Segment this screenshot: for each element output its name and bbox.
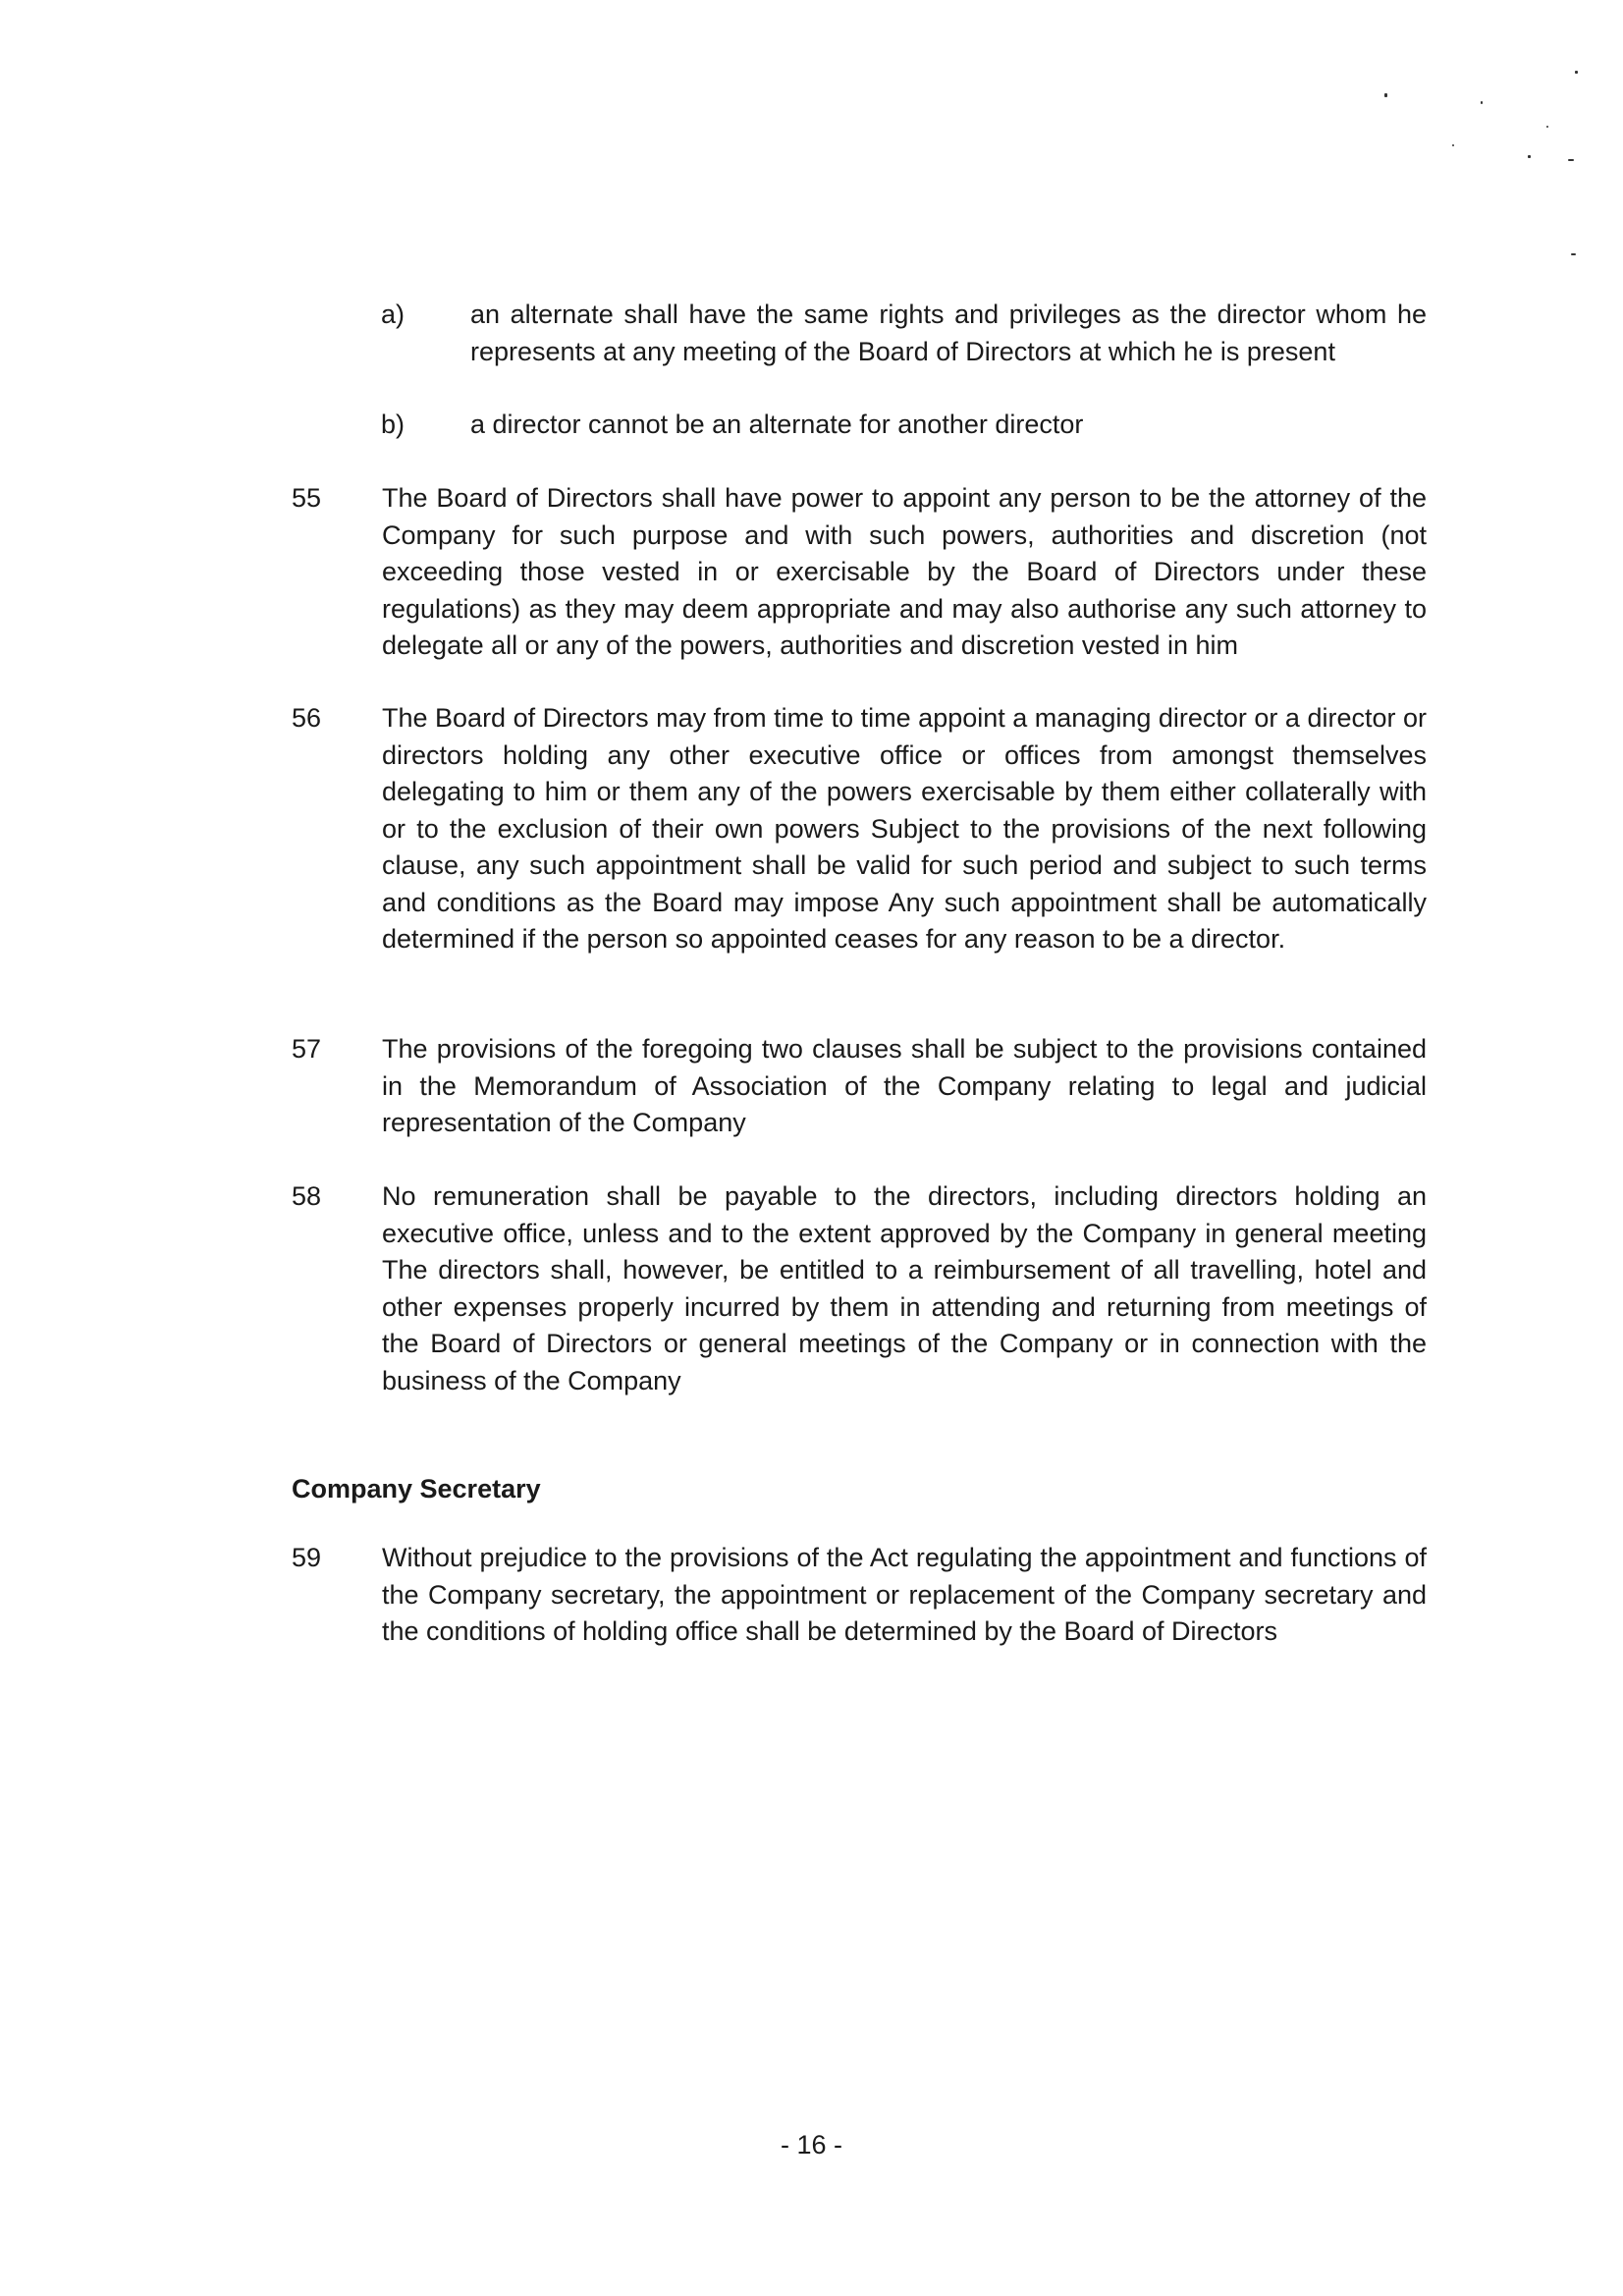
sub-item-label-b: b) <box>381 410 406 439</box>
section-heading: Company Secretary <box>292 1474 541 1503</box>
clause-number-58: 58 <box>292 1181 322 1211</box>
scan-mark <box>1384 93 1387 97</box>
sub-item-text-a: an alternate shall have the same rights and privileges as the director whom he represents at any meeting of the Board of Directors at which he is present <box>470 300 1427 366</box>
clause-text-56: The Board of Directors may from time to time appoint a managing director or a director or directors holding any other executive office or offices from amongst themselves delegating to him or them any of the powers exercisable by them either collaterally with or to the exclusion of their own powers Subject to the provisions of the next following clause, any such appointment shall be valid for such period and subject to such terms and conditions as the Board may impose Any such appointment shall be automatically determined if the person so appointed ceases for any reason to be a director. <box>382 703 1427 954</box>
scan-mark <box>1528 155 1531 158</box>
sub-item-label-a: a) <box>381 300 406 329</box>
clause-number-57: 57 <box>292 1034 322 1064</box>
scan-mark <box>1571 253 1576 255</box>
clause-number-59: 59 <box>292 1543 322 1572</box>
sub-item-text-b: a director cannot be an alternate for another director <box>470 410 1084 439</box>
scan-mark <box>1481 101 1483 104</box>
clause-text-55: The Board of Directors shall have power to appoint any person to be the attorney of the Company for such purpose and with such powers, authorities and discretion (not exceeding those vested in or exercisable by the Board of Directors under these regulations) as they may deem appropriate and may also authorise any such attorney to delegate all or any of the powers, authorities and discretion vested in him <box>382 483 1427 660</box>
clause-text-58: No remuneration shall be payable to the directors, including directors holding an executive office, unless and to the extent approved by the Company in general meeting The directors shall, however, be entitled to a reimbursement of all travelling, hotel and other expenses properly incurred by them in attending and returning from meetings of the Board of Directors or general meetings of the Company or in connection with the business of the Company <box>382 1181 1427 1395</box>
clause-number-55: 55 <box>292 483 322 513</box>
scan-mark <box>1575 71 1578 74</box>
scan-mark <box>1546 126 1548 128</box>
scan-mark <box>1452 144 1454 146</box>
clause-text-59: Without prejudice to the provisions of the Act regulating the appointment and functions of the Company secretary, the appointment or replacement of the Company secretary and the conditions of holding office shall be determined by the Board of Directors <box>382 1543 1427 1646</box>
clause-number-56: 56 <box>292 703 322 733</box>
page-number: - 16 - <box>780 2130 843 2159</box>
clause-text-57: The provisions of the foregoing two clauses shall be subject to the provisions contained in the Memorandum of Association of the Company relating to legal and judicial representation of the Company <box>382 1034 1427 1137</box>
scan-mark <box>1568 159 1574 161</box>
